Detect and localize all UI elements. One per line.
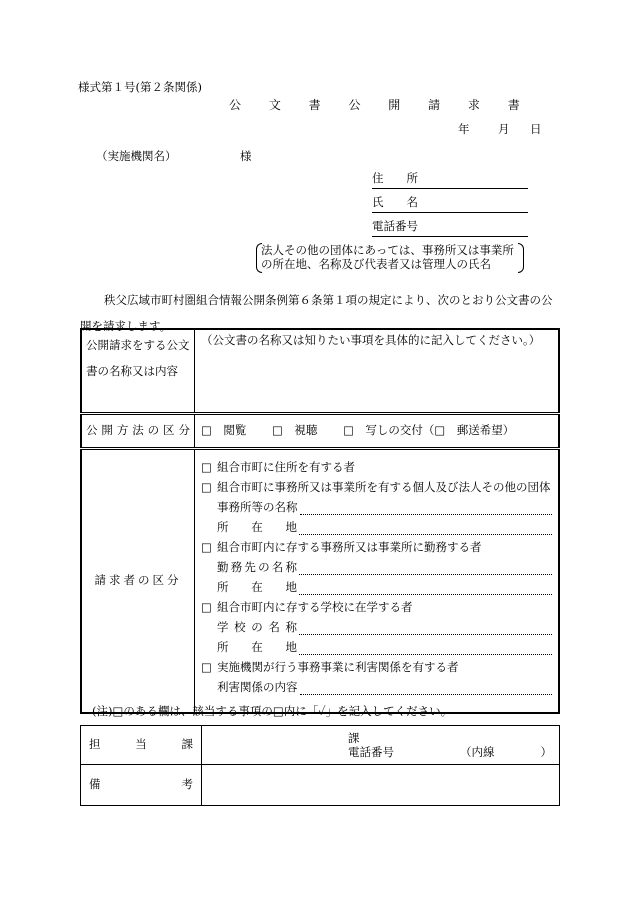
office-location-label: 所在地 xyxy=(217,520,297,535)
checkbox-note: (注)□のある欄は、該当する事項の□内に「✓」を記入してください。 xyxy=(92,704,453,718)
category-2-checkbox[interactable]: □ xyxy=(201,480,212,495)
name-field[interactable] xyxy=(372,196,528,213)
interest-content-label: 利害関係の内容 xyxy=(217,680,298,695)
workplace-location-input[interactable] xyxy=(299,582,552,595)
category-3-checkbox[interactable]: □ xyxy=(201,540,212,555)
document-name-input[interactable] xyxy=(195,329,560,414)
category-1-label: 組合市町に住所を有する者 xyxy=(217,460,355,475)
category-2-label: 組合市町に事務所又は事業所を有する個人及び法人その他の団体 xyxy=(217,480,551,495)
department-phone-label: 電話番号 xyxy=(348,745,394,759)
department-header: 担 当 課 xyxy=(81,726,202,765)
category-5-label: 実施機関が行う事務事業に利害関係を有する者 xyxy=(217,660,459,675)
category-5-checkbox[interactable]: □ xyxy=(201,660,212,675)
department-cell[interactable] xyxy=(202,726,560,765)
school-name-input[interactable] xyxy=(299,622,552,635)
school-name-label: 学校の名称 xyxy=(217,620,297,635)
office-name-input[interactable] xyxy=(300,502,553,515)
implementing-agency-label: （実施機関名） xyxy=(96,149,177,163)
address-label: 住 所 xyxy=(372,171,418,185)
intro-paragraph: 秩父広域市町村圏組合情報公開条例第６条第１項の規定により、次のとおり公文書の公開を請求します。 xyxy=(80,293,553,333)
corporation-note xyxy=(256,243,524,271)
option-viewing-checkbox[interactable]: □ 視聴 xyxy=(272,423,318,438)
category-4-checkbox[interactable]: □ xyxy=(201,600,212,615)
phone-label: 電話番号 xyxy=(372,219,418,233)
category-1-checkbox[interactable]: □ xyxy=(201,460,212,475)
honorific-sama: 様 xyxy=(240,149,252,163)
requester-category-header: 請求者の区分 xyxy=(81,449,195,714)
category-4-label: 組合市町内に存する学校に在学する者 xyxy=(217,600,413,615)
office-use-table xyxy=(80,725,560,806)
date-year-label: 年 xyxy=(458,122,470,136)
office-location-input[interactable] xyxy=(299,522,552,535)
remarks-cell[interactable] xyxy=(202,765,560,806)
school-location-input[interactable] xyxy=(299,642,552,655)
address-field[interactable] xyxy=(372,172,528,189)
name-label: 氏 名 xyxy=(372,195,418,209)
workplace-name-input[interactable] xyxy=(299,562,552,575)
remarks-header: 備 考 xyxy=(81,765,202,806)
date-day-label: 日 xyxy=(530,122,542,136)
document-name-hint: （公文書の名称又は知りたい事項を具体的に記入してください。） xyxy=(201,333,541,347)
document-title: 公 文 書 公 開 請 求 書 xyxy=(229,98,532,112)
requester-category-options xyxy=(195,449,560,714)
phone-field[interactable] xyxy=(372,220,528,237)
form-number: 様式第１号(第２条関係) xyxy=(78,80,202,94)
disclosure-method-header: 公 開 方 法 の 区 分 xyxy=(81,414,195,449)
request-table xyxy=(80,328,560,714)
disclosure-method-options xyxy=(195,414,560,449)
workplace-location-label: 所在地 xyxy=(217,580,297,595)
department-extension-label: （内線 ） xyxy=(460,745,552,759)
document-name-header: 公開請求をする公文書の名称又は内容 xyxy=(81,329,195,414)
workplace-name-label: 勤務先の名称 xyxy=(217,560,297,575)
category-3-label: 組合市町内に存する事務所又は事業所に勤務する者 xyxy=(217,540,482,555)
school-location-label: 所在地 xyxy=(217,640,297,655)
option-inspection-checkbox[interactable]: □ 閲覧 xyxy=(201,423,247,438)
office-name-label: 事務所等の名称 xyxy=(217,500,298,515)
department-ka-label: 課 xyxy=(348,731,360,745)
option-copy-checkbox[interactable]: □ 写しの交付（□ 郵送希望） xyxy=(343,423,515,438)
corporation-note-text: 法人その他の団体にあっては、事務所又は事業所の所在地、名称及び代表者又は管理人の氏名 xyxy=(261,243,514,271)
date-month-label: 月 xyxy=(498,122,510,136)
interest-content-input[interactable] xyxy=(300,682,553,695)
